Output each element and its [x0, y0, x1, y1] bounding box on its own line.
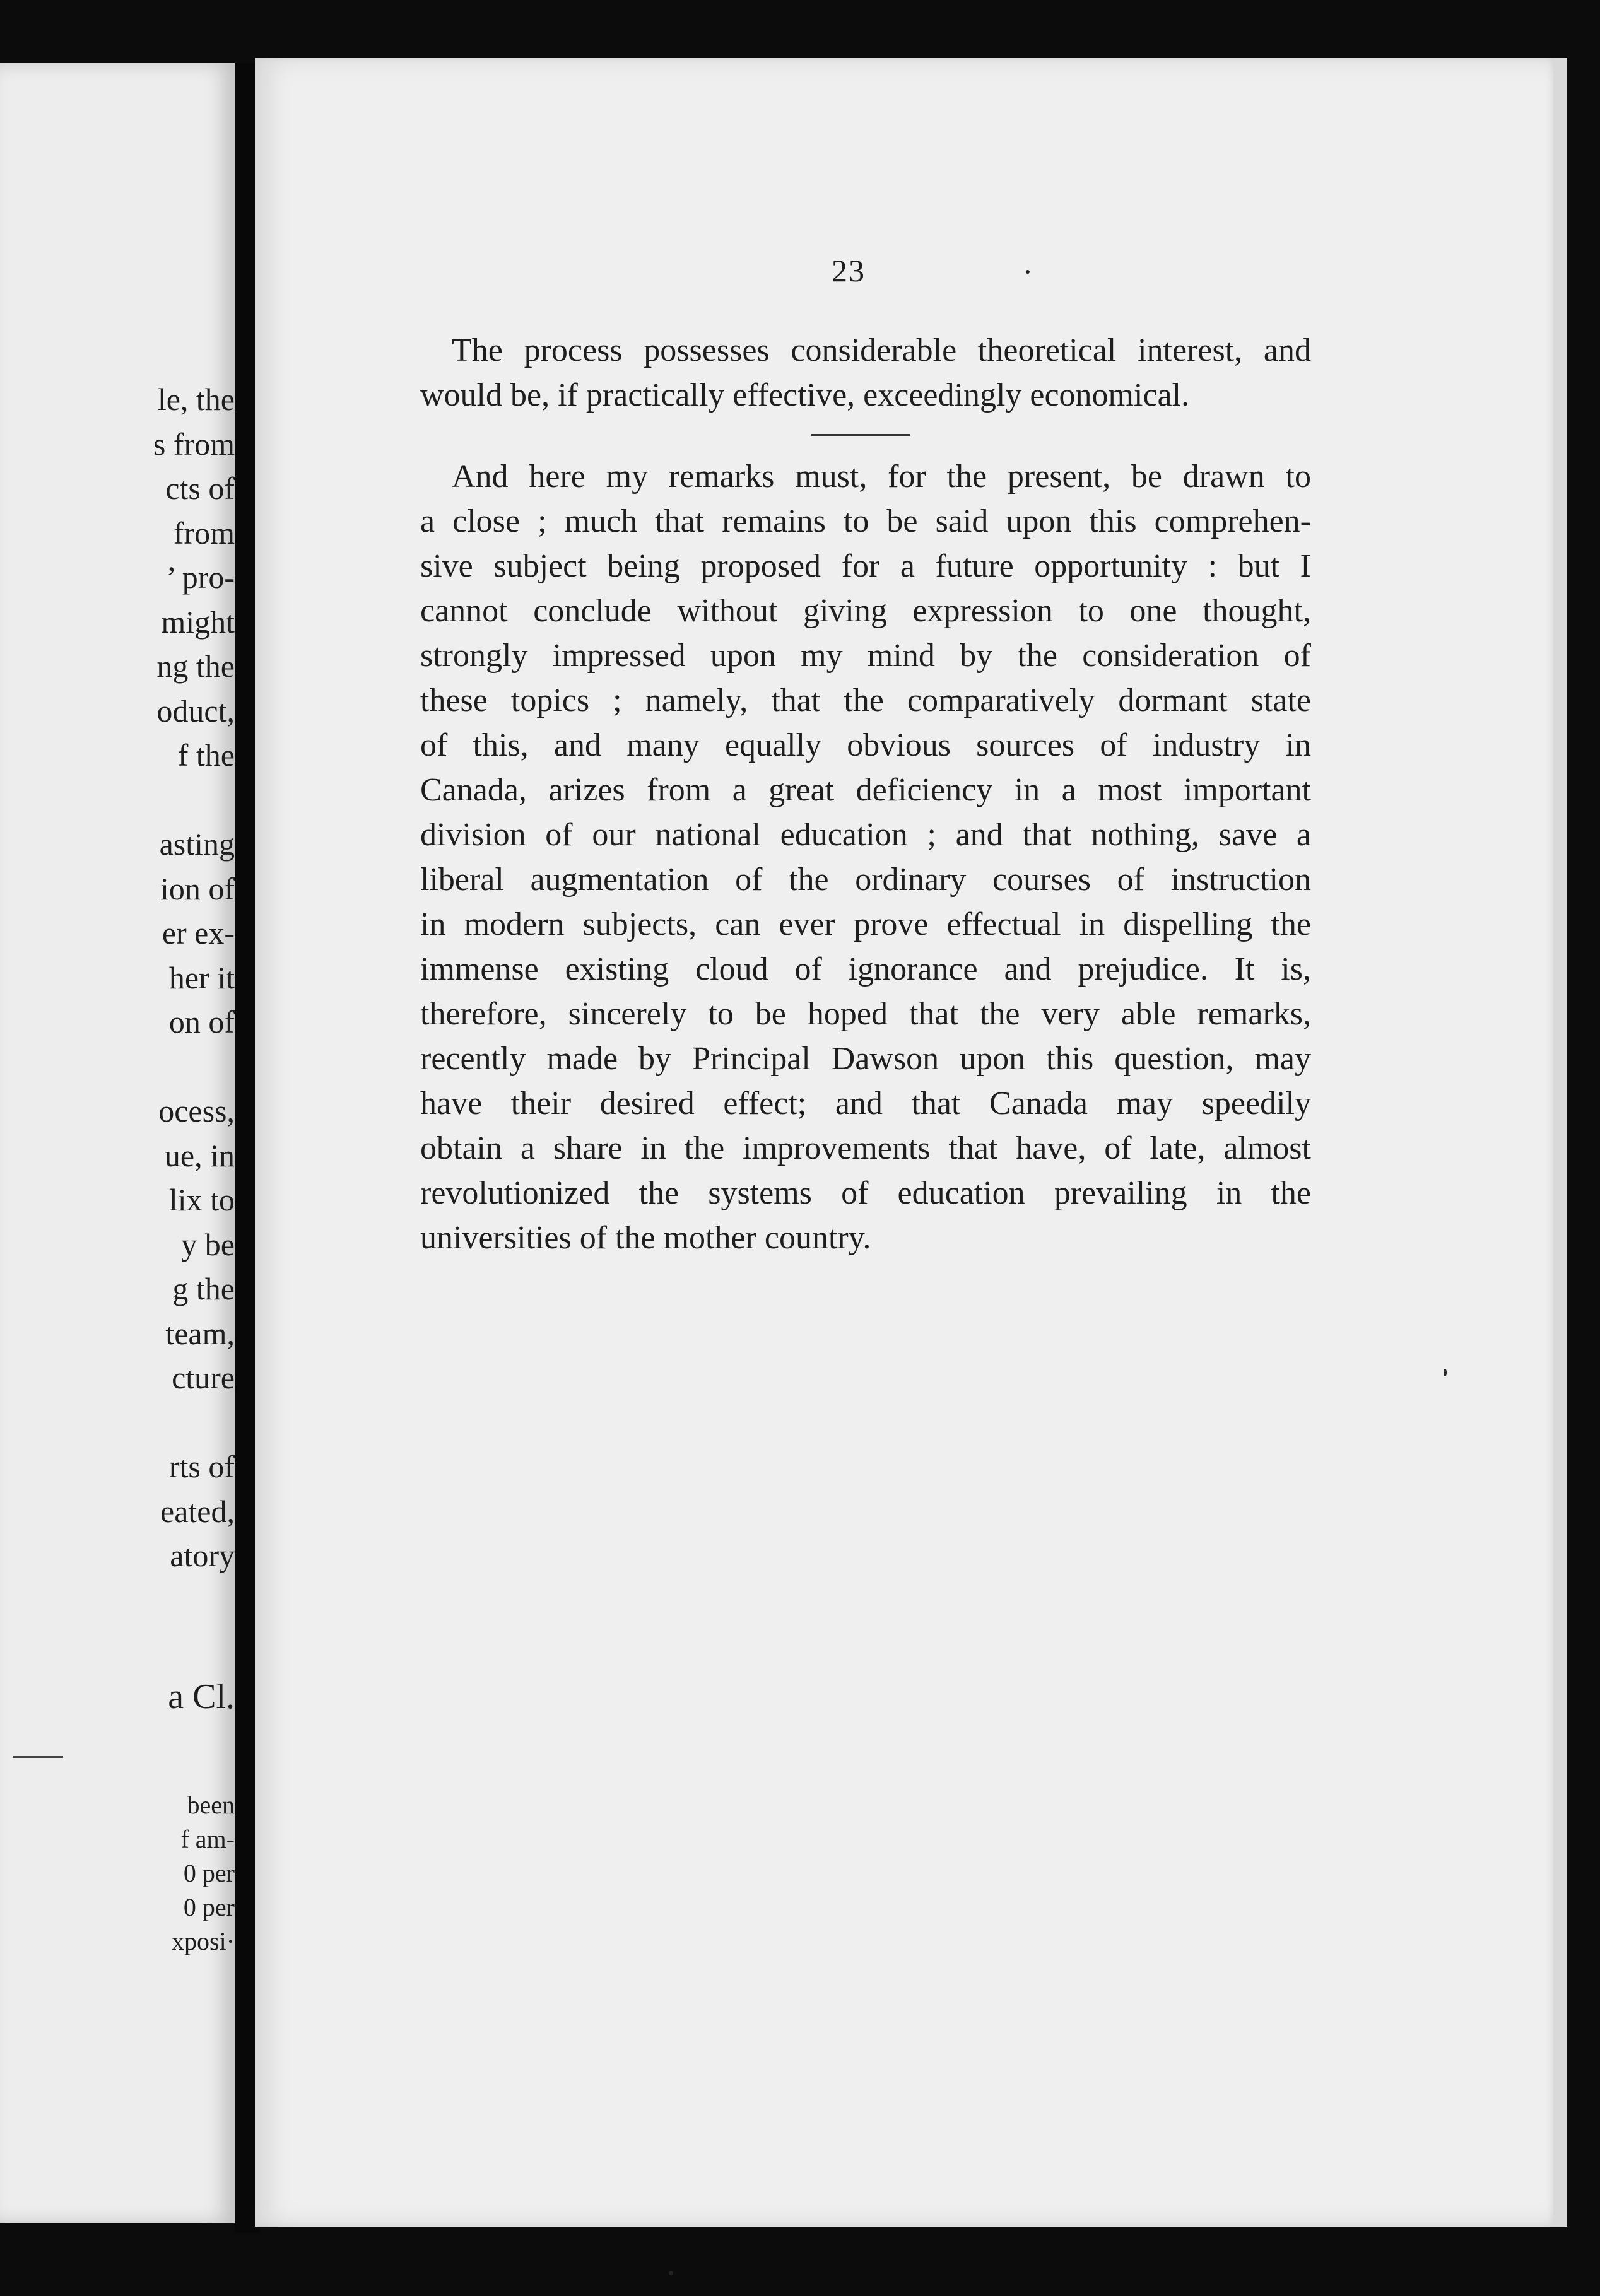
footnote-line: xposi· [172, 1927, 235, 1955]
paragraph-process [420, 328, 1311, 418]
text-line: cannot conclude without giving expression to one thought, [420, 593, 1311, 629]
previous-page-text [0, 377, 235, 1578]
text-line: Canada, arizes from a great deficiency in a most important [420, 772, 1311, 808]
previous-page-line: team, [165, 1315, 235, 1351]
previous-page-line: atory [170, 1538, 235, 1573]
text-line: in modern subjects, can ever prove effectual in dispelling the [420, 906, 1311, 942]
footnote-line: 0 per [183, 1859, 235, 1887]
text-line: immense existing cloud of ignorance and prejudice. It is, [420, 951, 1311, 987]
footnote-line: 0 per [183, 1893, 235, 1921]
previous-page-line: s from [153, 426, 235, 462]
text-line: these topics ; namely, that the comparatively dormant state [420, 682, 1311, 718]
page-number: 23 [832, 253, 866, 288]
text-line: recently made by Principal Dawson upon this question, may [420, 1041, 1311, 1077]
previous-page-line: y be [181, 1226, 235, 1262]
previous-page-line: g the [172, 1271, 235, 1306]
footnote-line: been [187, 1791, 235, 1819]
text-line: obtain a share in the improvements that have, of late, almost [420, 1130, 1311, 1166]
scan-speck [1026, 270, 1030, 274]
page-edge [1553, 58, 1567, 2227]
text-line: therefore, sincerely to be hoped that the very able remarks, [420, 996, 1311, 1032]
footnote-line: f am- [180, 1825, 235, 1853]
previous-page-line: le, the [157, 382, 235, 417]
previous-page-footnote [172, 1788, 235, 1959]
previous-page-line: asting [159, 826, 235, 862]
text-line: have their desired effect; and that Canada may speedily [420, 1086, 1311, 1122]
text-line: of this, and many equally obvious sources of industry in [420, 727, 1311, 763]
text-line: a close ; much that remains to be said upon this comprehen- [420, 503, 1311, 539]
previous-page-line: might [161, 604, 235, 640]
previous-page-line: ion of [160, 870, 235, 906]
previous-page-line: rts of [168, 1449, 235, 1484]
text-line: liberal augmentation of the ordinary courses of instruction [420, 862, 1311, 898]
previous-page-line: lix to [168, 1182, 235, 1217]
text-line: universities of the mother country. [420, 1220, 871, 1256]
previous-page-line [0, 778, 235, 823]
previous-page-line [0, 1400, 235, 1445]
text-line: strongly impressed upon my mind by the consideration of [420, 638, 1311, 674]
previous-page-rule [13, 1756, 63, 1758]
section-divider [811, 434, 910, 436]
previous-page-line: er ex- [162, 915, 235, 951]
previous-page-line: oduct, [156, 693, 235, 729]
previous-page-line: cture [172, 1360, 235, 1395]
previous-page-line: ue, in [164, 1137, 235, 1173]
paragraph-conclusion [420, 454, 1311, 1260]
scan-speck [1444, 1369, 1447, 1376]
previous-page-label: a Cl. [168, 1677, 235, 1716]
text-line: would be, if practically effective, exceedingly economical. [420, 377, 1190, 413]
previous-page-line: her it [168, 959, 235, 995]
previous-page-fragment [0, 63, 235, 2223]
text-line: division of our national education ; and that nothing, save a [420, 817, 1311, 853]
text-line: sive subject being proposed for a future opportunity : but I [420, 548, 1311, 584]
text-line: And here my remarks must, for the present, be drawn to [452, 459, 1311, 495]
previous-page-line: ng the [156, 648, 235, 684]
previous-page-line: ’ pro- [166, 559, 235, 595]
previous-page-line: from [173, 515, 235, 551]
text-line: revolutionized the systems of education prevailing in the [420, 1175, 1311, 1211]
previous-page-line: on of [168, 1004, 235, 1040]
previous-page-line: eated, [160, 1493, 235, 1529]
previous-page-line: cts of [165, 471, 235, 506]
previous-page-line [0, 1045, 235, 1089]
scan-speck [669, 2271, 673, 2275]
previous-page-line: f the [177, 737, 235, 773]
previous-page-line: ocess, [158, 1093, 235, 1128]
text-line: The process possesses considerable theoretical interest, and [452, 332, 1311, 368]
